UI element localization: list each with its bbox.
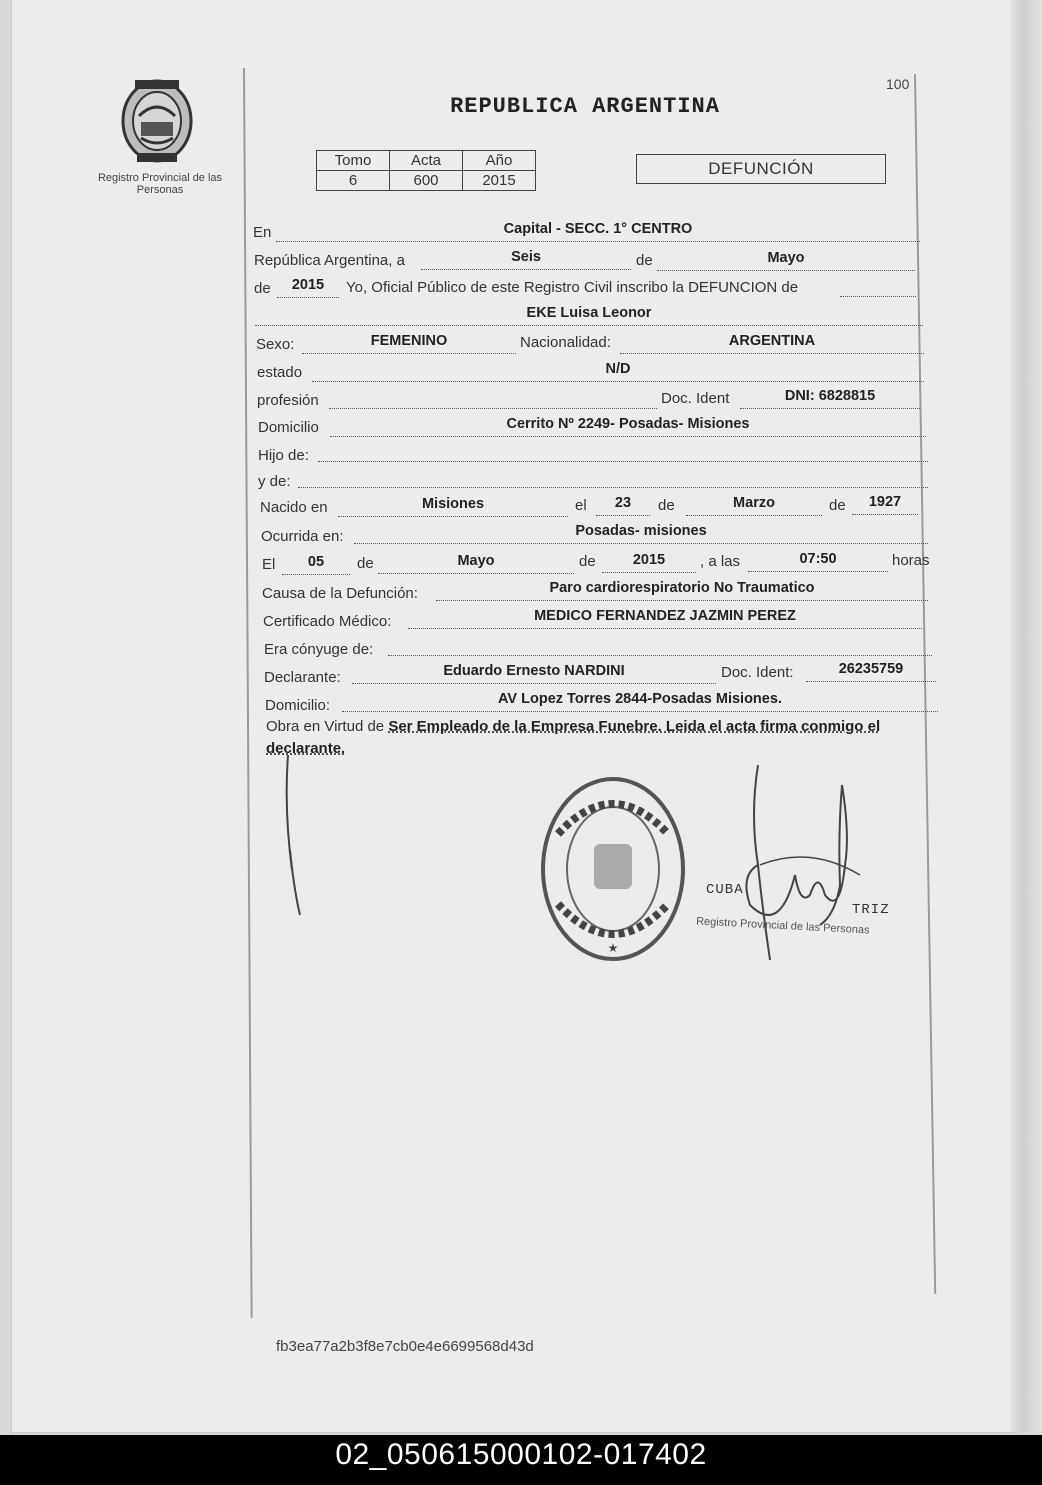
signature-stamp-line2: Registro Provincial de las Personas <box>695 915 870 937</box>
de-label-2: de <box>658 497 675 514</box>
file-id-footer: 02_050615000102-017402 <box>0 1435 1042 1485</box>
ocurrida-value: Posadas- misiones <box>354 523 928 544</box>
value-anio: 2015 <box>463 171 536 191</box>
nacido-label: Nacido en <box>260 499 328 516</box>
header-anio: Año <box>463 151 536 171</box>
register-header-row <box>317 151 536 171</box>
causa-value: Paro cardiorespiratorio No Traumatico <box>436 580 928 601</box>
conyuge-label: Era cónyuge de: <box>264 641 374 658</box>
deceased-name: EKE Luisa Leonor <box>255 305 923 326</box>
conyuge-dotted-line <box>388 637 932 656</box>
domicilio-value: Cerrito Nº 2249- Posadas- Misiones <box>330 416 926 437</box>
hijo-dotted-line <box>318 443 928 462</box>
page-edge <box>1010 0 1042 1432</box>
domicilio-label: Domicilio <box>258 419 319 436</box>
obra-text: Ser Empleado de la Empresa Funebre. Leida el acta firma conmigo el declarante. <box>266 718 881 757</box>
decl-doc-value: 26235759 <box>806 661 936 682</box>
signature-stamp-line1: CUBA <box>706 882 744 898</box>
profesion-label: profesión <box>257 392 319 409</box>
certificado-label: Certificado Médico: <box>263 613 392 630</box>
declarante-label: Declarante: <box>264 669 341 686</box>
document-type-box: DEFUNCIÓN <box>636 154 886 184</box>
svg-text:★: ★ <box>607 941 619 955</box>
document-hash: fb3ea77a2b3f8e7cb0e4e6699568d43d <box>276 1338 534 1355</box>
de-label-3: de <box>829 497 846 514</box>
yde-label: y de: <box>258 473 291 490</box>
page-number: 100 <box>886 76 910 92</box>
decl-doc-label: Doc. Ident: <box>721 664 794 681</box>
declarante-value: Eduardo Ernesto NARDINI <box>352 663 716 684</box>
profesion-dotted-line <box>329 390 657 409</box>
month: Mayo <box>657 250 915 271</box>
nacionalidad-label: Nacionalidad: <box>520 334 611 351</box>
death-month: Mayo <box>378 553 574 574</box>
de-label-4: de <box>357 555 374 572</box>
register-value-row <box>317 171 536 191</box>
decl-domicilio-label: Domicilio: <box>265 697 331 714</box>
en-value: Capital - SECC. 1° CENTRO <box>276 221 920 242</box>
en-label: En <box>253 224 272 241</box>
estado-label: estado <box>257 364 303 381</box>
header-tomo: Tomo <box>317 151 390 171</box>
obra-paragraph <box>266 716 946 760</box>
year-prefix: de <box>254 280 271 297</box>
day-word: Seis <box>421 249 631 270</box>
estado-value: N/D <box>312 361 924 382</box>
el-label: el <box>575 497 587 514</box>
causa-label: Causa de la Defunción: <box>262 585 418 602</box>
yde-dotted-line <box>298 469 928 488</box>
dotted-fill <box>840 278 916 297</box>
death-time: 07:50 <box>748 551 888 572</box>
sexo-value: FEMENINO <box>302 333 516 354</box>
obra-label: Obra en Virtud de <box>266 718 385 735</box>
header-acta: Acta <box>390 151 463 171</box>
birth-day: 23 <box>596 495 650 516</box>
death-day: 05 <box>282 554 350 575</box>
de-label: de <box>636 252 653 269</box>
republica-label: República Argentina, a <box>254 252 405 269</box>
horas-label: horas <box>892 552 930 569</box>
de-label-5: de <box>579 553 596 570</box>
official-stamp <box>538 774 688 964</box>
decl-domicilio-value: AV Lopez Torres 2844-Posadas Misiones. <box>342 691 938 712</box>
year: 2015 <box>277 277 339 298</box>
document-title: REPUBLICA ARGENTINA <box>450 94 720 119</box>
death-year: 2015 <box>602 552 696 573</box>
birth-month: Marzo <box>686 495 822 516</box>
value-tomo: 6 <box>317 171 390 191</box>
doc-ident-label: Doc. Ident <box>661 390 730 407</box>
nacido-en-value: Misiones <box>338 496 568 517</box>
ocurrida-label: Ocurrida en: <box>261 528 344 545</box>
nacionalidad-value: ARGENTINA <box>620 333 924 354</box>
hijo-label: Hijo de: <box>258 447 309 464</box>
birth-year: 1927 <box>852 494 918 515</box>
register-table <box>316 150 536 191</box>
alas-label: , a las <box>700 553 741 570</box>
yo-text: Yo, Oficial Público de este Registro Civil inscribo la DEFUNCION de <box>346 279 799 296</box>
sexo-label: Sexo: <box>256 336 295 353</box>
logo-caption: Registro Provincial de las Personas <box>97 172 223 196</box>
margin-pen-mark <box>280 750 310 920</box>
province-seal-logo <box>115 76 199 166</box>
certificado-value: MEDICO FERNANDEZ JAZMIN PEREZ <box>408 608 922 629</box>
signature <box>700 755 890 970</box>
value-acta: 600 <box>390 171 463 191</box>
doc-ident-value: DNI: 6828815 <box>740 388 920 409</box>
el2-label: El <box>262 556 276 573</box>
signature-stamp-line1b: TRIZ <box>852 902 890 918</box>
